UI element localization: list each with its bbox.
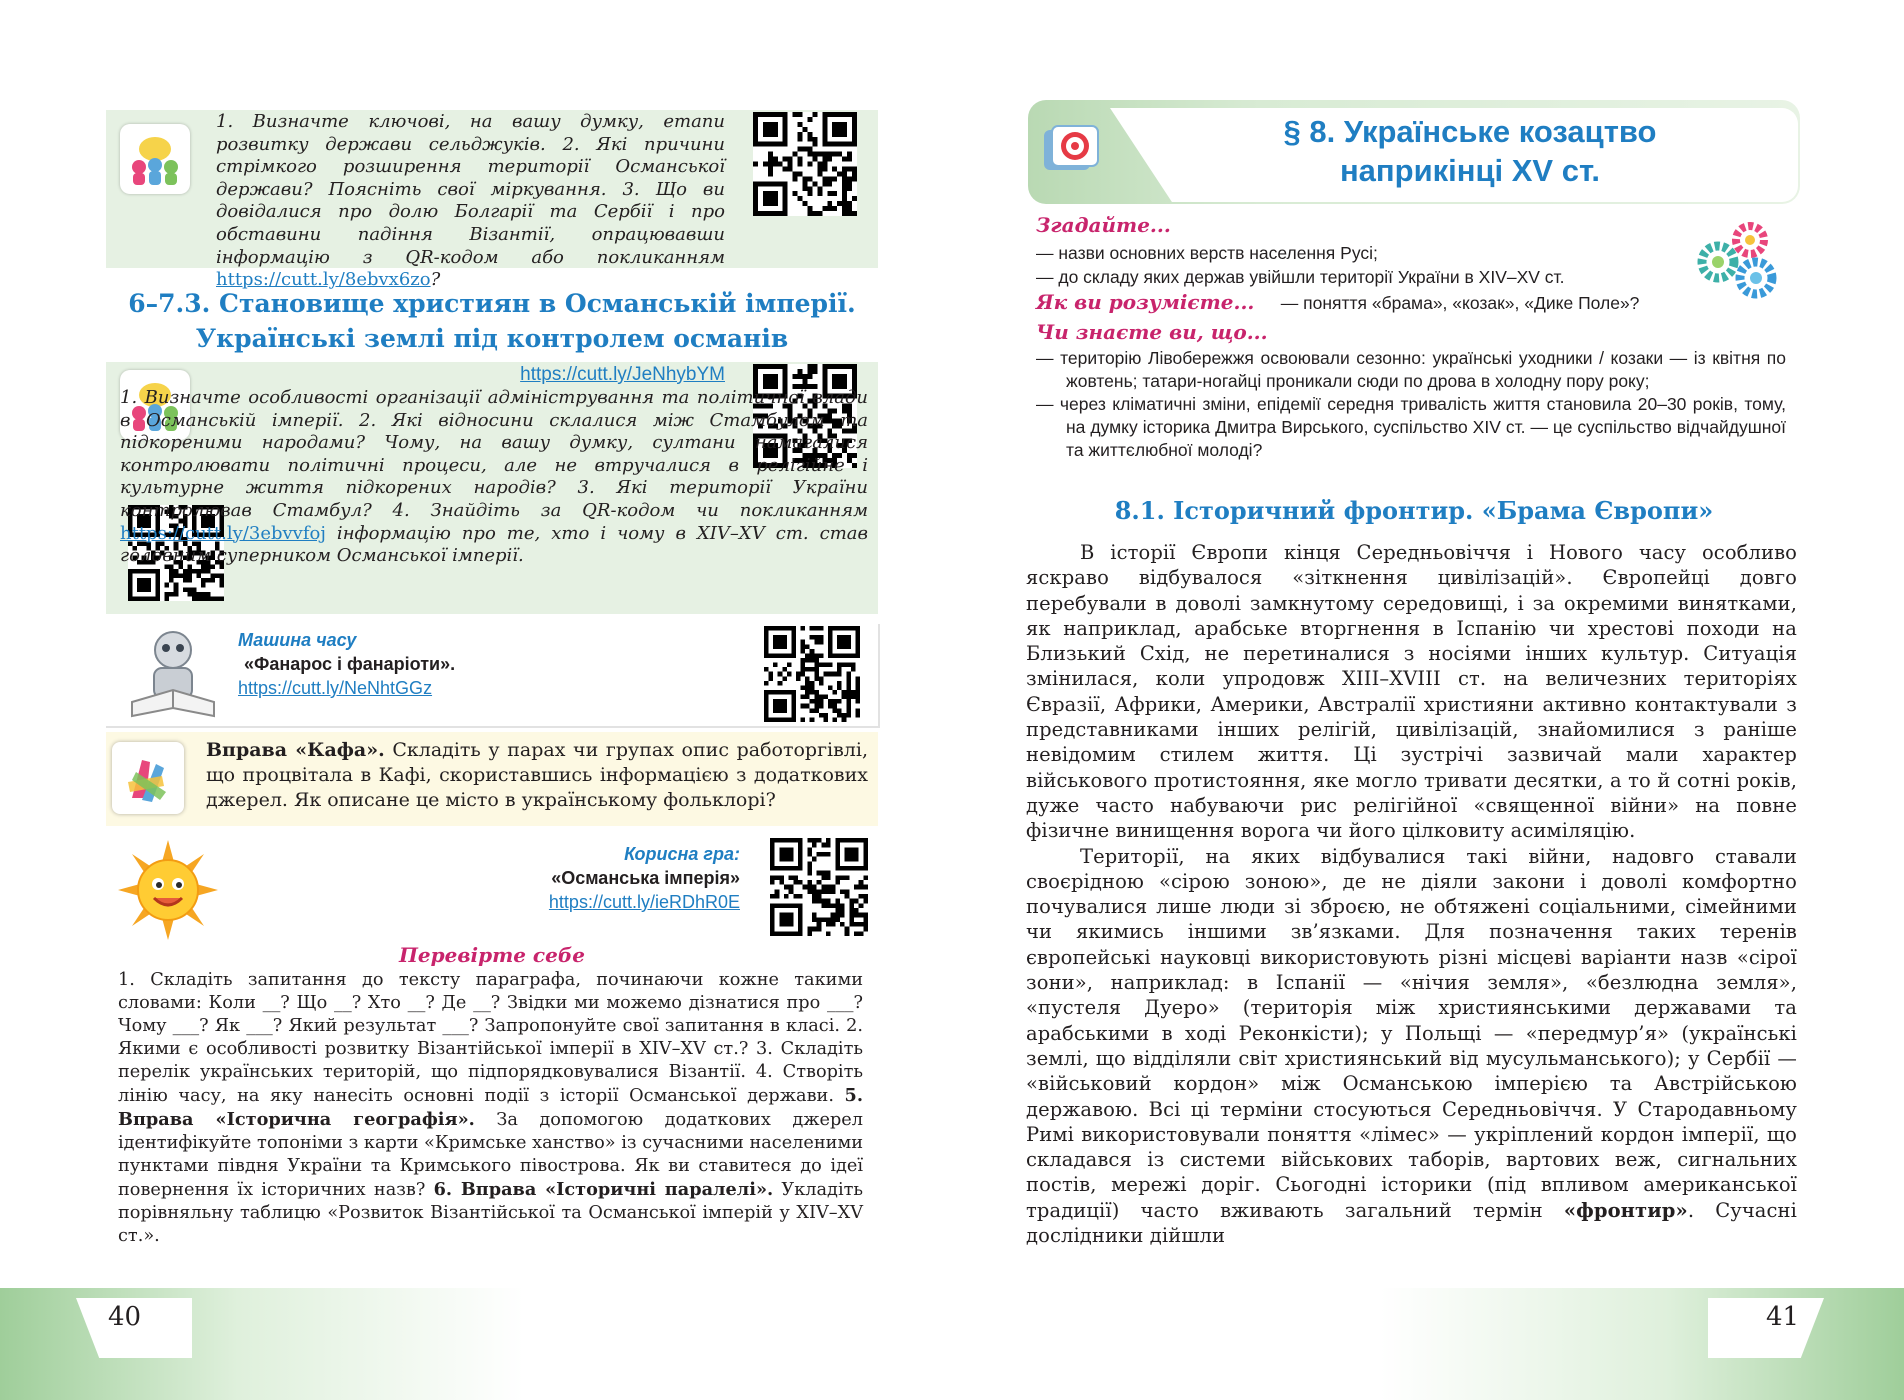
task-2-text (120, 387, 868, 568)
game-title: «Османська імперія» (551, 868, 740, 888)
know-item: — через кліматичні зміни, епідемії середня тривалість життя становила 20–30 років, тому, на думку історика Дмитра Вирського, суспільство XIV ст. — це суспільство відчайдушної та життєлюбної молоді? (1036, 394, 1786, 460)
section-title-line-2: Українські землі під контролем османів (195, 324, 789, 353)
task-1-link[interactable]: https://cutt.ly/8ebvx6zo (216, 269, 431, 291)
understand-text: — поняття «брама», «козак», «Дике Поле»? (1280, 293, 1640, 313)
target-icon (1040, 122, 1104, 180)
main-text (1026, 540, 1797, 1248)
section-title-line-1: 6–7.3. Становище християн в Османській імперії. (128, 289, 856, 318)
exercise-text (206, 738, 868, 813)
qr-pattern (753, 112, 857, 216)
exercise-body: Складіть у парах чи групах опис работоргівлі, що процвітала в Кафі, скориставшись інформацією з додаткових джерел. Як описане це місто в українському фольклорі? (206, 739, 868, 811)
page-number-right: 41 (1766, 1302, 1800, 1332)
paragraph-2-tail: . Сучасні дослідники дійшли (1026, 1198, 1797, 1248)
task-2-body: 1. Визначте особливості організації адміністрування та політичної влади в Османській імперії. 2. Які відносини склалися між Стамбулом та підкореними народами? Чому, на вашу думку, султани намагалися контролювати політичні процеси, але не втручалися в релігійне і культурне життя підкорених народів? 3. Які території України контролював Стамбул? 4. Знайдіть за QR-кодом чи покликанням (120, 387, 868, 521)
know-label: Чи знаєте ви, що... (1036, 320, 1268, 344)
know-list (1036, 347, 1786, 462)
time-machine-text (238, 628, 455, 700)
paragraph-title-line-2: наприкінці XV ст. (1339, 153, 1601, 188)
qr-code-5[interactable] (770, 838, 868, 936)
qr-pattern (762, 626, 862, 722)
sun-mascot-icon (118, 840, 218, 940)
understand-label: Як ви розумієте... (1036, 290, 1255, 314)
understand-row (1036, 290, 1639, 314)
check-text-2: За допомогою додаткових джерел ідентифікуйте топоніми з карти «Кримське ханство» із сучасними населеними пунктами півдня України та Кримського півострова. Як ви ставитеся до ідеї повернення їх історичних назв? (118, 1110, 863, 1200)
task-2-tail: інформацію про те, хто і чому в XIV–XV ст. став головним суперником Османської імперії. (120, 522, 868, 567)
time-machine-link[interactable]: https://cutt.ly/NeNhtGGz (238, 678, 433, 698)
paragraph-title-line-1: § 8. Українське козацтво (1283, 114, 1657, 149)
qr-code-4[interactable] (762, 626, 862, 722)
know-item: — територію Лівобережжя освоювали сезонно: українські уходники / козаки — із квітня по жовтень; татари-ногайці проникали сюди по дрова в холодну пору року; (1036, 348, 1786, 391)
exercise-label: Вправа «Кафа». (206, 739, 385, 761)
check-text-3: Укладіть порівняльну таблицю «Розвиток Візантійської та Османської імперій у XIV–XV ст.». (118, 1180, 864, 1246)
paragraph-title (1210, 112, 1730, 190)
time-machine-title: «Фанарос і фанаріоти». (244, 654, 456, 674)
handprint-icon (112, 742, 184, 814)
game-text (440, 842, 740, 914)
recall-item: — до складу яких держав увійшли території України в XIV–XV ст. (1036, 267, 1565, 287)
section-8-1-title: 8.1. Історичний фронтир. «Брама Європи» (1114, 496, 1714, 525)
task-1-tail: ? (430, 269, 441, 291)
gears-icon (1696, 220, 1780, 300)
task-1-body: 1. Визначте ключові, на вашу думку, етапи розвитку держави сельджуків. 2. Які причини стрімкого розширення території Османської держави? Поясніть свої міркування. 3. Що ви довідалися про долю Болгарії та Сербії і про обставини падіння Візантії, опрацювавши інформацію з QR-кодом або покликанням (216, 111, 725, 268)
qr-pattern (770, 838, 868, 936)
robot-reading-icon (118, 628, 228, 724)
task-2-top-link[interactable]: https://cutt.ly/JeNhybYM (520, 364, 725, 385)
qr-code-1[interactable] (753, 112, 857, 216)
game-label: Корисна гра: (624, 844, 740, 864)
paragraph-2 (1026, 844, 1797, 1249)
task-1-text (120, 111, 725, 292)
check-title: Перевірте себе (399, 943, 585, 967)
check-text-1: 1. Складіть запитання до тексту параграфа, починаючи кожне такими словами: Коли __? Що __? Хто __? Де __? Звідки ми можемо дізнатися про ___? Чому ___? Як ___? Який результат ___? Запропонуйте свої запитання в класі. 2. Якими є особливості розвитку Візантійської імперії в XIV–XV ст.? 3. Складіть перелік українських територій, що підпорядковувалися Візантії. 4. Створіть лінію часу, на яку нанесіть основні події з історії Османської держави. (118, 970, 863, 1106)
time-machine-label: Машина часу (238, 630, 357, 650)
task-2-link[interactable]: https://cutt.ly/3ebvvfoj (120, 522, 326, 544)
recall-label: Згадайте... (1036, 213, 1171, 237)
exercise-6-label: 6. Вправа «Історичні паралелі». (433, 1179, 774, 1200)
exercise-5-label: 5. Вправа «Історична географія». (118, 1085, 863, 1130)
section-title (106, 286, 878, 356)
frontier-term: «фронтир» (1563, 1198, 1688, 1222)
recall-list (1036, 241, 1565, 289)
paragraph-1: В історії Європи кінця Середньовіччя і Нового часу особливо яскраво відбувалося «зіткнення цивілізацій». Європейці довго перебували в доволі замкнутому середовищі, і за окремими винятками, як наприклад, арабське вторгнення в Іспанію чи хрестові походи на Близький Схід, не перетиналися з носіями інших культур. Ситуація змінилася, коли упродовж XIII–XVIII ст. на величезних територіях Євразії, Африки, Америки, Австралії християни активно контактували з представниками інших релігій, цивілізацій, знайомилися з раніше невідомим стилем життя. Ці зустрічі зазвичай мали характер військового протистояння, яке могло тривати десятки, а то й сотні років, дуже часто набуваючи рис релігійної «священної війни» на повне фізичне винищення ворога чи його цілковиту асиміляцію. (1026, 541, 1797, 843)
recall-item: — назви основних верств населення Русі; (1036, 243, 1378, 263)
game-link[interactable]: https://cutt.ly/ieRDhR0E (548, 892, 740, 912)
paragraph-2-body: Території, на яких відбувалися такі війни, надовго ставали своєрідною «сірою зоною», де не діяли закони і доволі комфортно почувалися лише люди зі зброєю, не обтяжені соціальними, сімейними чи якимись іншими зв’язками. Для позначення таких теренів європейські науковці використовують різні місцеві варіанти назв «сірої зони», наприклад: в Іспанії — «нічия земля», «безлюдна земля», «пустеля Дуеро» (територія між християнськими державами та арабськими в ході Реконкісти); у Польщі — «передмур’я» (українські землі, що відділяли світ християнський від мусульманського); у Сербії — «військовий кордон» між Османською імперією та Австрійською державою. Всі ці терміни стосуються Середньовіччя. У Стародавньому Римі використовували поняття «лімес» — укріплений кордон імперії, що складався із системи військових таборів, вартових веж, сигнальних постів, мережі доріг. Сьогодні історики (під впливом американської традиції) часто вживають загальний термін (1026, 844, 1797, 1222)
check-text (118, 969, 863, 1248)
page-number-left: 40 (108, 1302, 142, 1332)
